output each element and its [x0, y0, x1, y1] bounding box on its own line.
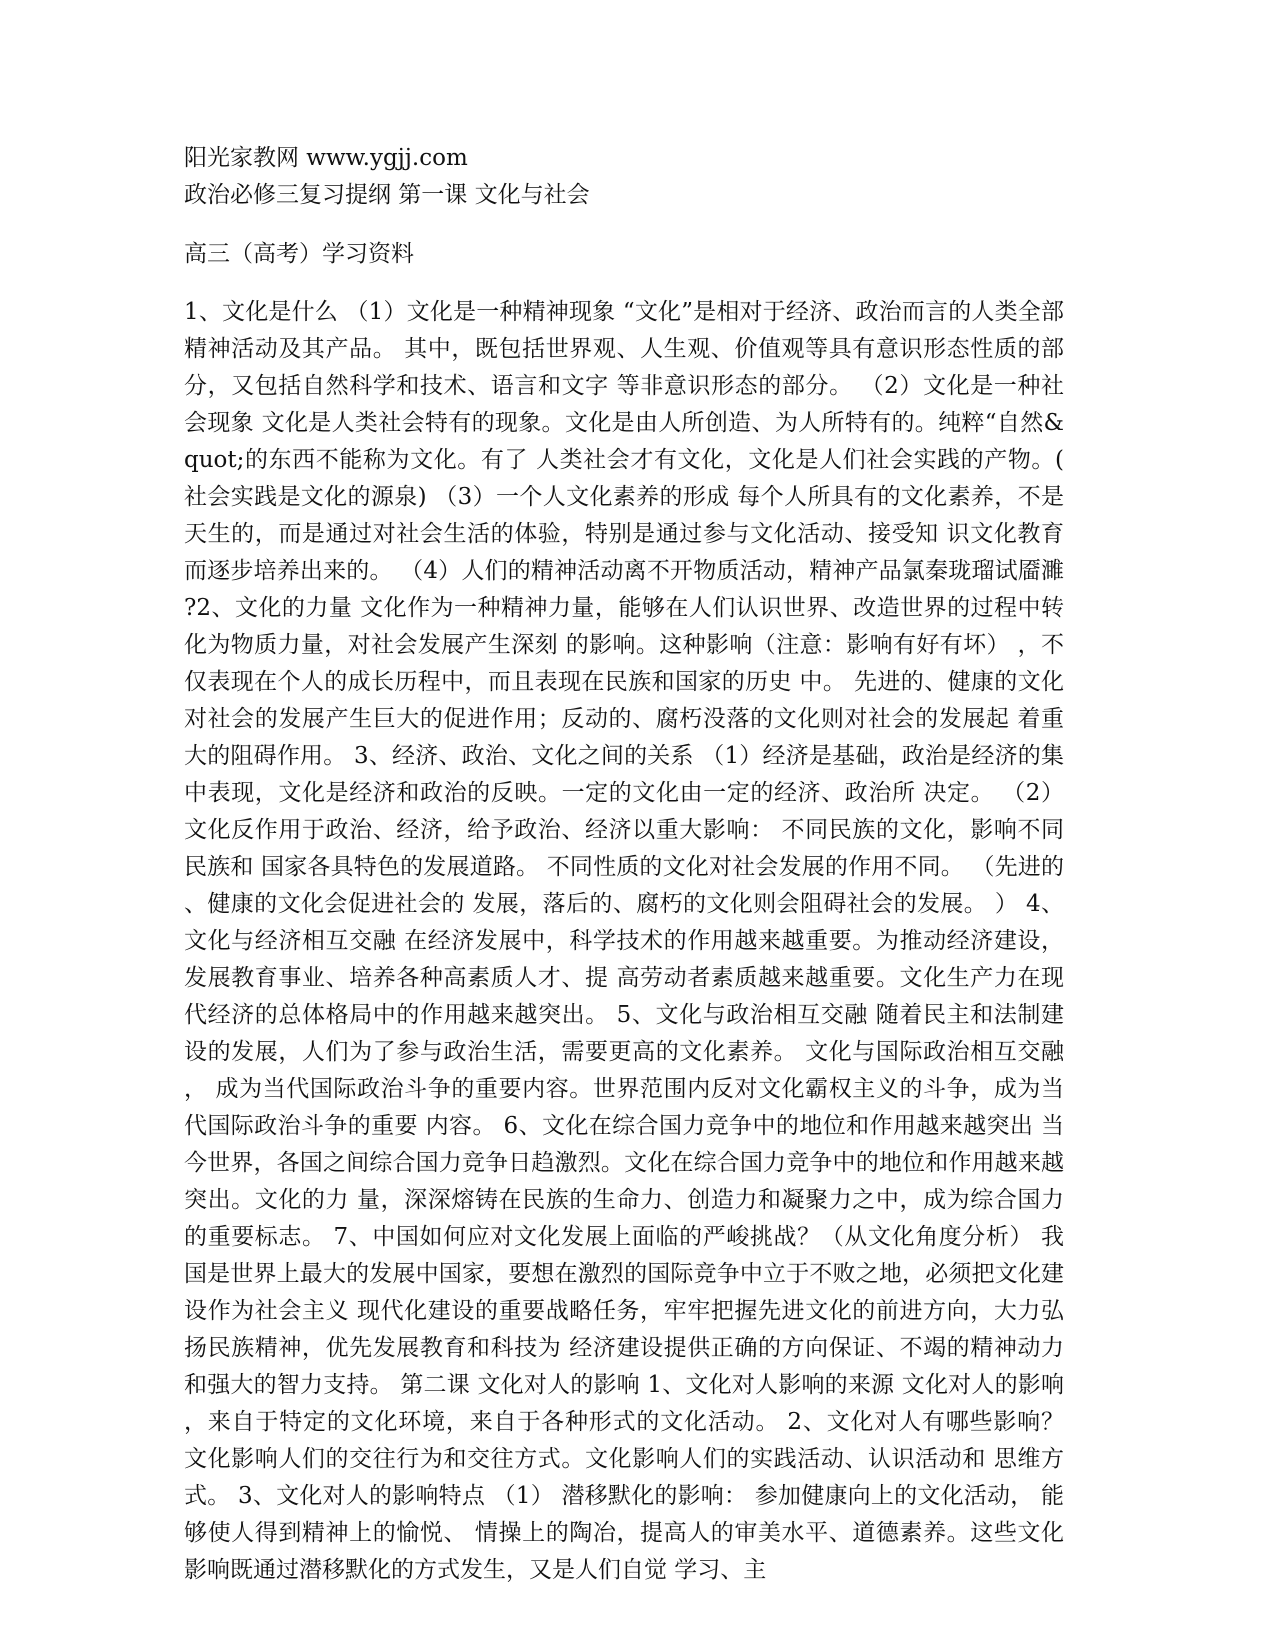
document-page — [184, 140, 1064, 1612]
body-paragraph: 1、文化是什么 （1）文化是一种精神现象 “文化”是相对于经济、政治而言的人类全部精神活动及其产品。 其中，既包括世界观、人生观、价值观等具有意识形态性质的部分，又包括自然科学和技术、语言和文字 等非意识形态的部分。 （2）文化是一种社会现象 文化是人类社会特有的现象。文化是由人所创造、为人所特有的。纯粹“自然&quot;的东西不能称为文化。有了 人类社会才有文化，文化是人们社会实践的产物。(社会实践是文化的源泉) （3）一个人文化素养的形成 每个人所具有的文化素养，不是天生的，而是通过对社会生活的体验，特别是通过参与文化活动、接受知 识文化教育而逐步培养出来的。 （4）人们的精神活动离不开物质活动，精神产品氯秦珑瑠试靥濉?2、文化的力量 文化作为一种精神力量，能够在人们认识世界、改造世界的过程中转化为物质力量，对社会发展产生深刻 的影响。这种影响（注意：影响有好有坏） ，不仅表现在个人的成长历程中，而且表现在民族和国家的历史 中。 先进的、健康的文化对社会的发展产生巨大的促进作用；反动的、腐朽没落的文化则对社会的发展起 着重大的阻碍作用。 3、经济、政治、文化之间的关系 （1）经济是基础，政治是经济的集中表现，文化是经济和政治的反映。一定的文化由一定的经济、政治所 决定。 （2）文化反作用于政治、经济，给予政治、经济以重大影响： 不同民族的文化，影响不同民族和 国家各具特色的发展道路。 不同性质的文化对社会发展的作用不同。 （先进的、健康的文化会促进社会的 发展，落后的、腐朽的文化则会阻碍社会的发展。 ） 4、文化与经济相互交融 在经济发展中，科学技术的作用越来越重要。为推动经济建设，发展教育事业、培养各种高素质人才、提 高劳动者素质越来越重要。文化生产力在现代经济的总体格局中的作用越来越突出。 5、文化与政治相互交融 随着民主和法制建设的发展，人们为了参与政治生活，需要更高的文化素养。 文化与国际政治相互交融， 成为当代国际政治斗争的重要内容。世界范围内反对文化霸权主义的斗争，成为当代国际政治斗争的重要 内容。 6、文化在综合国力竞争中的地位和作用越来越突出 当今世界，各国之间综合国力竞争日趋激烈。文化在综合国力竞争中的地位和作用越来越突出。文化的力 量，深深熔铸在民族的生命力、创造力和凝聚力之中，成为综合国力的重要标志。 7、中国如何应对文化发展上面临的严峻挑战？（从文化角度分析） 我国是世界上最大的发展中国家，要想在激烈的国际竞争中立于不败之地，必须把文化建设作为社会主义 现代化建设的重要战略任务，牢牢把握先进文化的前进方向，大力弘扬民族精神，优先发展教育和科技为 经济建设提供正确的方向保证、不竭的精神动力和强大的智力支持。 第二课 文化对人的影响 1、文化对人影响的来源 文化对人的影响，来自于特定的文化环境，来自于各种形式的文化活动。 2、文化对人有哪些影响？ 文化影响人们的交往行为和交往方式。文化影响人们的实践活动、认识活动和 思维方式。 3、文化对人的影响特点 （1） 潜移默化的影响： 参加健康向上的文化活动， 能够使人得到精神上的愉悦、 情操上的陶冶，提高人的审美水平、道德素养。这些文化影响既通过潜移默化的方式发生，又是人们自觉 学习、主 — [184, 299, 1064, 1583]
document-subtitle: 高三（高考）学习资料 — [184, 241, 414, 267]
document-title: 政治必修三复习提纲 第一课 文化与社会 — [184, 182, 590, 208]
site-header-line: 阳光家教网 www.ygjj.com — [184, 145, 468, 171]
